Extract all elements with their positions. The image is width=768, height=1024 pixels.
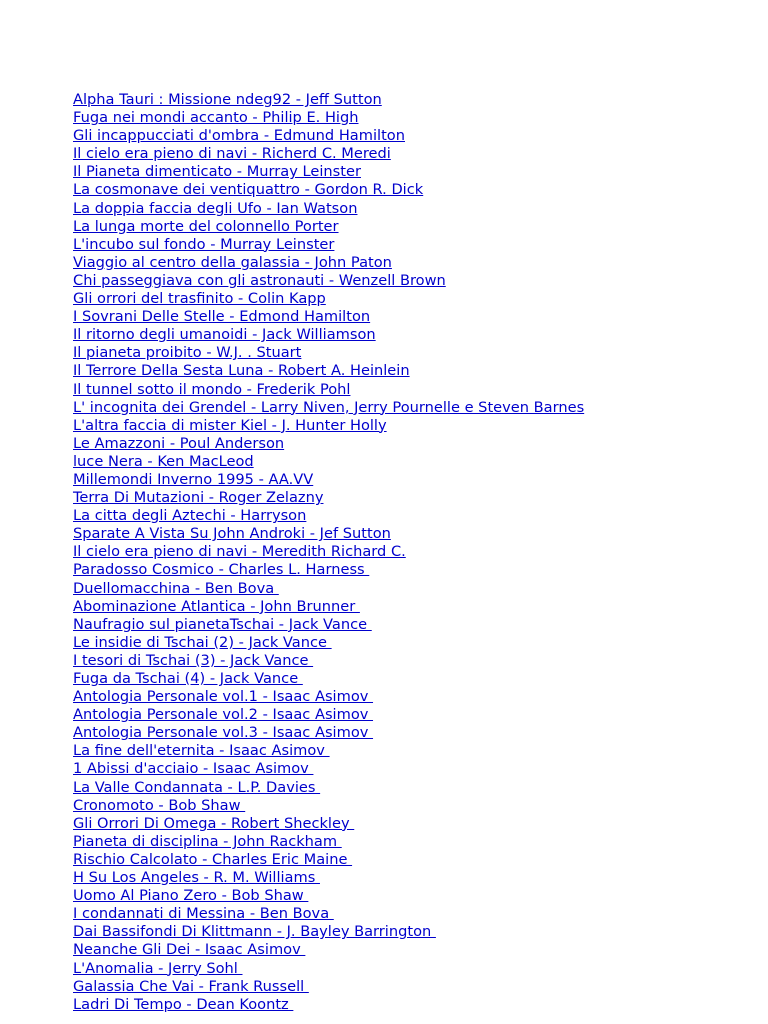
book-link[interactable]: Il cielo era pieno di navi - Meredith Richard C.: [73, 543, 406, 561]
book-list-item: [73, 868, 584, 886]
book-list-item: [73, 922, 584, 940]
book-list-item: [73, 687, 584, 705]
book-link[interactable]: I Sovrani Delle Stelle - Edmond Hamilton: [73, 308, 371, 326]
book-list-item: [73, 723, 584, 741]
book-link[interactable]: Antologia Personale vol.3 - Isaac Asimov: [73, 724, 374, 742]
book-list-item: [73, 977, 584, 995]
book-link-list: [73, 90, 584, 1013]
book-list-item: [73, 108, 584, 126]
book-list-item: [73, 524, 584, 542]
book-list-item: [73, 416, 584, 434]
book-link[interactable]: Duellomacchina - Ben Bova: [73, 579, 279, 597]
book-link[interactable]: Viaggio al centro della galassia - John Paton: [73, 253, 392, 271]
book-link[interactable]: Terra Di Mutazioni - Roger Zelazny: [73, 489, 324, 507]
book-list-item: [73, 814, 584, 832]
book-list-item: [73, 343, 584, 361]
book-list-item: [73, 633, 584, 651]
book-link[interactable]: 1 Abissi d'acciaio - Isaac Asimov: [73, 760, 314, 778]
book-link[interactable]: Rischio Calcolato - Charles Eric Maine: [73, 850, 353, 868]
book-link[interactable]: Millemondi Inverno 1995 - AA.VV: [73, 470, 314, 488]
book-link[interactable]: Antologia Personale vol.1 - Isaac Asimov: [73, 688, 374, 706]
book-link[interactable]: Fuga nei mondi accanto - Philip E. High: [73, 109, 359, 127]
book-list-item: [73, 90, 584, 108]
book-list-item: [73, 995, 584, 1013]
book-link[interactable]: I condannati di Messina - Ben Bova: [73, 905, 334, 923]
book-list-item: [73, 705, 584, 723]
book-list-item: [73, 307, 584, 325]
book-list-item: [73, 162, 584, 180]
book-link[interactable]: Paradosso Cosmico - Charles L. Harness: [73, 561, 370, 579]
book-link[interactable]: L'incubo sul fondo - Murray Leinster: [73, 235, 335, 253]
book-list-item: [73, 651, 584, 669]
book-link[interactable]: Galassia Che Vai - Frank Russell: [73, 977, 309, 995]
book-list-item: [73, 452, 584, 470]
book-link[interactable]: Uomo Al Piano Zero - Bob Shaw: [73, 887, 309, 905]
book-list-item: [73, 235, 584, 253]
book-list-item: [73, 289, 584, 307]
book-list-item: [73, 144, 584, 162]
book-list-item: [73, 180, 584, 198]
book-link[interactable]: La citta degli Aztechi - Harryson: [73, 507, 307, 525]
book-list-item: [73, 470, 584, 488]
book-link[interactable]: Le insidie di Tschai (2) - Jack Vance: [73, 633, 332, 651]
book-list-item: [73, 398, 584, 416]
book-link[interactable]: Il pianeta proibito - W.J. . Stuart: [73, 344, 302, 362]
book-link[interactable]: Antologia Personale vol.2 - Isaac Asimov: [73, 706, 374, 724]
book-link[interactable]: Sparate A Vista Su John Androki - Jef Sutton: [73, 525, 391, 543]
book-link[interactable]: Chi passeggiava con gli astronauti - Wenzell Brown: [73, 271, 446, 289]
book-list-item: [73, 361, 584, 379]
book-link[interactable]: Alpha Tauri : Missione ndeg92 - Jeff Sutton: [73, 91, 382, 108]
book-link[interactable]: Cronomoto - Bob Shaw: [73, 796, 246, 814]
book-list-item: [73, 217, 584, 235]
book-list-item: [73, 126, 584, 144]
book-list-item: [73, 506, 584, 524]
book-link[interactable]: Abominazione Atlantica - John Brunner: [73, 597, 360, 615]
book-list-item: [73, 597, 584, 615]
book-link[interactable]: Il Pianeta dimenticato - Murray Leinster: [73, 163, 361, 181]
book-link[interactable]: La Valle Condannata - L.P. Davies: [73, 778, 321, 796]
book-list-item: [73, 253, 584, 271]
book-link[interactable]: La lunga morte del colonnello Porter: [73, 217, 339, 235]
book-list-item: [73, 271, 584, 289]
book-list-item: [73, 904, 584, 922]
book-list-item: [73, 850, 584, 868]
book-link[interactable]: La cosmonave dei ventiquattro - Gordon R. Dick: [73, 181, 424, 199]
book-link[interactable]: Gli incappucciati d'ombra - Edmund Hamilton: [73, 127, 405, 145]
book-link[interactable]: Naufragio sul pianetaTschai - Jack Vance: [73, 615, 372, 633]
book-link[interactable]: Fuga da Tschai (4) - Jack Vance: [73, 670, 303, 687]
book-list-item: [73, 778, 584, 796]
book-link[interactable]: L'Anomalia - Jerry Sohl: [73, 959, 243, 977]
book-link[interactable]: luce Nera - Ken MacLeod: [73, 452, 254, 470]
book-list-item: [73, 940, 584, 958]
book-list-item: [73, 759, 584, 777]
book-link[interactable]: Il Terrore Della Sesta Luna - Robert A. Heinlein: [73, 362, 410, 380]
book-list-item: [73, 560, 584, 578]
book-list-item: [73, 325, 584, 343]
book-link[interactable]: Le Amazzoni - Poul Anderson: [73, 434, 285, 452]
book-list-item: [73, 380, 584, 398]
book-list-item: [73, 669, 584, 687]
book-list-item: [73, 488, 584, 506]
book-list-item: [73, 199, 584, 217]
book-link[interactable]: L' incognita dei Grendel - Larry Niven, Jerry Pournelle e Steven Barnes: [73, 398, 585, 416]
book-link[interactable]: Neanche Gli Dei - Isaac Asimov: [73, 941, 306, 959]
book-link[interactable]: Ladri Di Tempo - Dean Koontz: [73, 995, 294, 1013]
book-link[interactable]: La fine dell'eternita - Isaac Asimov: [73, 742, 330, 760]
book-link[interactable]: Pianeta di disciplina - John Rackham: [73, 832, 342, 850]
book-link[interactable]: Gli orrori del trasfinito - Colin Kapp: [73, 290, 326, 308]
book-list-item: [73, 832, 584, 850]
book-list-item: [73, 741, 584, 759]
book-list-item: [73, 615, 584, 633]
book-link[interactable]: Il tunnel sotto il mondo - Frederik Pohl: [73, 380, 351, 398]
book-link[interactable]: H Su Los Angeles - R. M. Williams: [73, 869, 320, 887]
book-list-item: [73, 434, 584, 452]
book-list-item: [73, 542, 584, 560]
book-link[interactable]: Dai Bassifondi Di Klittmann - J. Bayley Barrington: [73, 923, 436, 941]
book-list-item: [73, 579, 584, 597]
book-link[interactable]: Il cielo era pieno di navi - Richerd C. Meredi: [73, 145, 391, 163]
book-list-item: [73, 959, 584, 977]
book-list-item: [73, 796, 584, 814]
book-link[interactable]: Gli Orrori Di Omega - Robert Sheckley: [73, 814, 355, 832]
book-link[interactable]: La doppia faccia degli Ufo - Ian Watson: [73, 199, 358, 217]
book-link[interactable]: L'altra faccia di mister Kiel - J. Hunter Holly: [73, 416, 387, 434]
book-link[interactable]: Il ritorno degli umanoidi - Jack Williamson: [73, 326, 376, 344]
book-list-item: [73, 886, 584, 904]
book-link[interactable]: I tesori di Tschai (3) - Jack Vance: [73, 651, 314, 669]
